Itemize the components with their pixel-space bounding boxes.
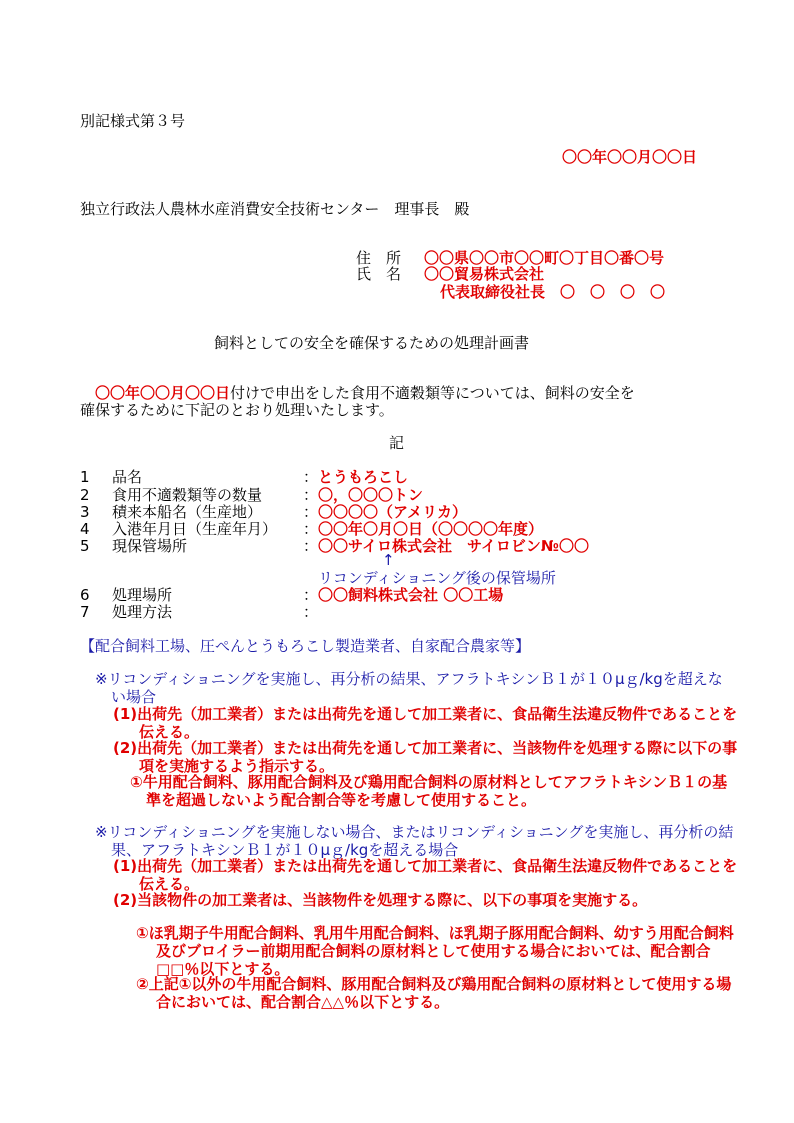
item-value: 〇〇〇〇（アメリカ） [318,503,467,521]
storage-note: リコンディショニング後の保管場所 [318,569,556,587]
item-colon: ： [303,586,319,604]
name-label: 氏 名 [356,265,402,283]
item-colon: ： [303,503,319,521]
case1-paragraph-1: (1)出荷先（加工業者）または出荷先を通して加工業者に、食品衛生法違反物件であることを伝える。 [113,705,738,741]
item-label: 現保管場所 [112,537,188,555]
item-number: 4 [80,520,90,538]
intro-line-2: 確保するために下記のとおり処理いたします。 [80,401,394,419]
item-number: 3 [80,503,90,521]
case2-sub-item-1: ①ほ乳期子牛用配合飼料、乳用牛用配合飼料、ほ乳期子豚用配合飼料、幼すう用配合飼料及びブロイラー前期用配合飼料の原材料として使用する場合においては、配合割合□□％以下とする。 [136,924,734,978]
item-number: 2 [80,486,90,504]
document-date: 〇〇年〇〇月〇〇日 [562,148,698,166]
category-heading: 【配合飼料工場、圧ぺんとうもろこし製造業者、自家配合農家等】 [80,637,531,655]
representative: 代表取締役社長 〇 〇 〇 〇 [440,283,666,301]
company-name: 〇〇貿易株式会社 [424,265,545,283]
item-label: 処理方法 [112,603,173,621]
case1-paragraph-2: (2)出荷先（加工業者）または出荷先を通して加工業者に、当該物件を処理する際に以下の事項を実施するよう指示する。 [113,739,738,775]
case1-heading: ※リコンディショニングを実施し、再分析の結果、アフラトキシンＢ１が１０μｇ/kgを超えない場合 [95,670,723,706]
intro-date: 〇〇年〇〇月〇〇日 [95,384,231,402]
item-value: 〇〇年〇月〇日（〇〇〇〇年度） [318,520,544,538]
case2-paragraph-2: (2)当該物件の加工業者は、当該物件を処理する際に、以下の事項を実施する。 [113,891,648,909]
item-colon: ： [303,520,319,538]
item-number: 1 [80,468,90,486]
item-value: とうもろこし [318,468,409,486]
case2-sub-item-2: ②上記①以外の牛用配合飼料、豚用配合飼料及び鶏用配合飼料の原材料として使用する場合においては、配合割合△△％以下とする。 [136,975,732,1011]
addressee: 独立行政法人農林水産消費安全技術センター 理事長 殿 [80,200,470,218]
up-arrow-icon: ↑ [382,551,395,569]
item-label: 処理場所 [112,586,173,604]
item-colon: ： [303,537,319,555]
item-label: 積来本船名（生産地） [112,503,263,521]
form-number: 別記様式第３号 [80,112,186,130]
item-colon: ： [303,468,319,486]
address-value: 〇〇県〇〇市〇〇町〇丁目〇番〇号 [424,249,665,267]
case1-sub-item: ①牛用配合飼料、豚用配合飼料及び鶏用配合飼料の原材料としてアフラトキシンＢ１の基準を超過しないよう配合割合等を考慮して使用すること。 [130,773,728,809]
item-colon: ： [303,486,319,504]
case2-paragraph-1: (1)出荷先（加工業者）または出荷先を通して加工業者に、食品衛生法違反物件であることを伝える。 [113,857,738,893]
item-value: 〇，〇〇〇トン [318,486,424,504]
intro-text: 付けで申出をした食用不適穀類等については、飼料の安全を [230,384,635,402]
item-label: 入港年月日（生産年月） [112,520,278,538]
item-label: 食用不適穀類等の数量 [112,486,263,504]
document-title: 飼料としての安全を確保するための処理計画書 [214,334,530,352]
item-value: 〇〇飼料株式会社 〇〇工場 [318,586,504,604]
item-value: 〇〇サイロ株式会社 サイロビン№〇〇 [318,537,589,555]
item-colon: ： [303,603,319,621]
case2-heading: ※リコンディショニングを実施しない場合、またはリコンディショニングを実施し、再分析の結果、アフラトキシンＢ１が１０μｇ/kgを超える場合 [95,823,734,859]
intro-line-1 [95,384,635,402]
ki-heading: 記 [389,434,405,452]
item-number: 5 [80,537,90,555]
item-label: 品名 [112,468,143,486]
item-number: 6 [80,586,90,604]
address-label: 住 所 [356,249,402,267]
item-number: 7 [80,603,90,621]
